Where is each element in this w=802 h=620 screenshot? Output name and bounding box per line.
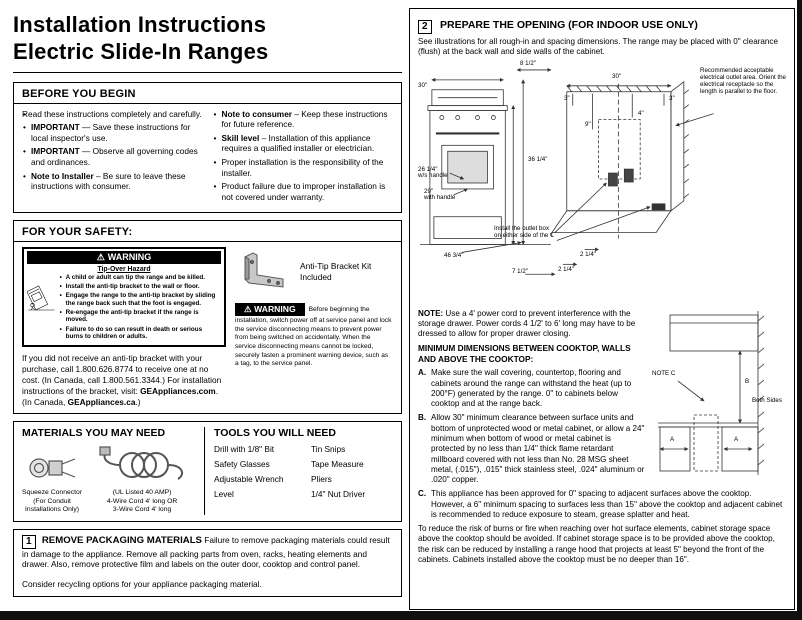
hazard-bullet: • Install the anti-tip bracket to the wall or floor. (60, 283, 221, 291)
heading-divider (14, 241, 401, 242)
before-you-begin-section (13, 82, 402, 213)
dim-label-30-range: 30" (418, 81, 428, 89)
materials-tools-section (13, 421, 402, 521)
warning-triangle-icon: ⚠ (96, 251, 105, 262)
hazard-bullet: • Engage the range to the anti-tip bracket by sliding the range back such that the foot is engaged. (60, 292, 221, 307)
dim-label-7-5: 7 1/2" (512, 267, 528, 275)
both-sides-label: Both Sides (752, 396, 782, 404)
power-warning-text: Before beginning the installation, switch power off at service panel and lock the service disconnecting means to prevent power from being switched on accidentally. When the service disconnecting means cannot be locked, securely fasten a prominent warning device, such as a tag, to the service panel. (235, 305, 392, 368)
cabinet-clearance-diagram (652, 309, 786, 481)
before-you-begin-heading: BEFORE YOU BEGIN (22, 87, 136, 100)
for-your-safety-section (13, 220, 402, 415)
hazard-bullet: • Re-engage the anti-tip bracket if the range is moved. (60, 309, 221, 324)
step2-section (409, 8, 795, 610)
for-your-safety-heading: FOR YOUR SAFETY: (22, 225, 133, 238)
warning-triangle-icon: ⚠ (244, 303, 252, 314)
before-item: • IMPORTANT — Observe all governing codes and ordinances. (22, 146, 203, 167)
dim-label-29: 29" with handle (424, 187, 456, 202)
step1-section (13, 529, 402, 597)
before-item: • Product failure due to improper installation is not covered under warranty. (213, 181, 394, 202)
tool-item: Level (214, 489, 234, 500)
dim-label-8-5: 8 1/2" (520, 59, 536, 67)
clearance-item-b: B. Allow 30" minimum clearance between surface units and bottom of unprotected wood or metal cabinet, or allow a 24" minimum when bottom of wood or metal cabinet is protected by no less than 1/4" thick flame retardant millboard covered with not less than No. 28 MSG sheet metal, (.015"), .015" thick stainless steel, .024" aluminum or .020" copper. (418, 413, 645, 485)
tip-over-warning-box (22, 247, 226, 348)
opening-diagram (418, 61, 786, 305)
tools-column (204, 427, 393, 514)
clearance-text-column (418, 309, 646, 490)
tool-item: Pliers (311, 474, 332, 485)
dim-label-9: 9" (585, 120, 591, 128)
tools-list (214, 444, 393, 499)
tool-item: Adjustable Wrench (214, 474, 284, 485)
dim-label-2-25-a: 2 1/4" (558, 265, 574, 273)
before-left-column (22, 109, 203, 206)
safety-right-column (235, 247, 393, 408)
page-title-line1: Installation Instructions (13, 12, 267, 37)
dim-label-26-25: 26 1/4" w/s handle (418, 165, 448, 180)
minimum-dimensions-heading: MINIMUM DIMENSIONS BETWEEN COOKTOP, WALLS AND ABOVE THE COOKTOP: (418, 343, 631, 364)
power-cord-note: NOTE: Use a 4' power cord to prevent interference with the storage drawer. Power cords 4 1/2' to 6' long may have to be dressed to allow for proper drawer closing. (418, 308, 636, 339)
title-divider (13, 72, 402, 73)
anti-tip-contact-text: If you did not receive an anti-tip bracket with your purchase, call 1.800.626.8774 to receive one at no cost. (In Canada, call 1.800.561.3344.) For installation instructions of the bracket, visit: GEAppliances.com. (In Canada, GEAppliances.ca.) (22, 353, 222, 407)
squeeze-connector-figure: Squeeze Connector (For Conduit Installations Only) (22, 452, 82, 514)
cabinet-clearance-art (652, 309, 786, 481)
step1-number: 1 (22, 535, 36, 549)
power-warning (235, 303, 393, 370)
before-intro: • Read these instructions completely and carefully. (22, 109, 203, 120)
tip-over-hazard-icon (27, 274, 56, 324)
step1-body: Failure to remove packaging materials could result in damage to the appliance. Remove all packing parts from oven, racks, heating elements and drawer. Also, remove protective film and labels on the outer door, cooktop and control panel. (22, 534, 390, 570)
dim-label-3-left: 3" (564, 94, 570, 102)
hazard-title: Tip-Over Hazard (97, 265, 151, 273)
dim-label-b: B (745, 377, 750, 385)
dim-label-a-right: A (734, 435, 739, 443)
note-c-label: NOTE C (652, 369, 676, 377)
dim-label-a-left: A (670, 435, 675, 443)
anti-tip-bracket-icon (235, 249, 293, 295)
dim-label-3-right: 3" (669, 94, 675, 102)
left-column (13, 12, 402, 604)
step1-title: REMOVE PACKAGING MATERIALS (41, 534, 202, 546)
before-item: • Note to consumer – Keep these instructions for future reference. (213, 109, 394, 130)
clearance-item-a: A. Make sure the wall covering, countertop, flooring and cabinets around the range can withstand the heat (up to 200°F) generated by the range. 0" to cabinets below cooktop and at the range back. (418, 368, 632, 409)
tool-item: Tin Snips (311, 444, 346, 455)
opening-diagram-art (418, 61, 786, 305)
before-item: • IMPORTANT — Save these instructions for local inspector's use. (22, 122, 203, 143)
dim-label-30-wall: 30" (612, 72, 622, 80)
dim-label-46-75: 46 3/4" (444, 251, 464, 259)
before-right-column (213, 109, 394, 206)
heading-divider (14, 103, 401, 104)
warning-banner: ⚠ WARNING (27, 251, 221, 264)
tool-item: Safety Glasses (214, 459, 270, 470)
clearance-item-c: C. This appliance has been approved for 0" spacing to adjacent surfaces above the cooktop. However, a 6" minimum spacing to surfaces less than 15" above the cooktop and adjacent cabinet is recommended to reduce exposure to steam, grease splatter and heat. (418, 489, 783, 519)
tool-item: 1/4" Nut Driver (311, 489, 366, 500)
dim-label-2-25-b: 2 1/4" (580, 250, 596, 258)
dim-label-36-25: 36 1/4" (528, 155, 548, 163)
hazard-bullet: • Failure to do so can result in death or serious burns to children or adults. (60, 326, 221, 341)
recycle-note: Consider recycling options for your appliance packaging material. (22, 578, 262, 589)
hazard-bullet-list (60, 274, 221, 343)
outlet-box-note: Install the outlet box on either side of the ℄ (494, 224, 555, 239)
step2-intro: See illustrations for all rough-in and spacing dimensions. The range may be placed with 0" clearance (flush) at the back wall and side walls of the cabinet. (418, 37, 778, 57)
hood-safety-note: To reduce the risk of burns or fire when reaching over hot surface elements, cabinet storage space above the cooktop should be avoided. If cabinet storage space is to be provided above the cooktop, the risk can be reduced by installing a range hood that projects at least 5" beyond the front of the cabinets. Cabinets installed above the cooktop must be no deeper than 16". (418, 524, 775, 564)
before-item: • Note to Installer – Be sure to leave these instructions with consumer. (22, 171, 203, 192)
before-item: • Proper installation is the responsibility of the installer. (213, 157, 394, 178)
safety-left-column (22, 247, 226, 408)
page-title (13, 12, 402, 66)
squeeze-connector-icon (23, 452, 81, 484)
power-cord-icon (88, 444, 196, 484)
warning-banner-small: ⚠ WARNING (235, 303, 305, 316)
bracket-caption: Anti-Tip Bracket Kit Included (300, 260, 372, 282)
materials-column (22, 427, 204, 514)
power-cord-figure: (UL Listed 40 AMP) 4-Wire Cord 4' long OR 3-Wire Cord 4' long (88, 444, 196, 514)
hazard-bullet: • A child or adult can tip the range and be killed. (60, 274, 221, 282)
page-title-line2: Electric Slide-In Ranges (13, 38, 269, 64)
step2-number: 2 (418, 20, 432, 34)
step2-title: PREPARE THE OPENING (FOR INDOOR USE ONLY) (440, 19, 698, 31)
dim-label-4: 4" (638, 109, 644, 117)
recommended-outlet-note: Recommended acceptable electrical outlet area. Orient the electrical receptacle so the length is parallel to the floor. (700, 66, 786, 96)
materials-heading: MATERIALS YOU MAY NEED (22, 427, 166, 440)
before-item: • Skill level – Installation of this appliance requires a qualified installer or electrician. (213, 133, 394, 154)
tools-heading: TOOLS YOU WILL NEED (214, 427, 336, 440)
ge-appliances-com-link[interactable]: GEAppliances.com (140, 385, 216, 396)
tool-item: Tape Measure (311, 459, 364, 470)
tool-item: Drill with 1/8" Bit (214, 444, 275, 455)
ge-appliances-ca-link[interactable]: GEAppliances.ca (67, 396, 136, 407)
